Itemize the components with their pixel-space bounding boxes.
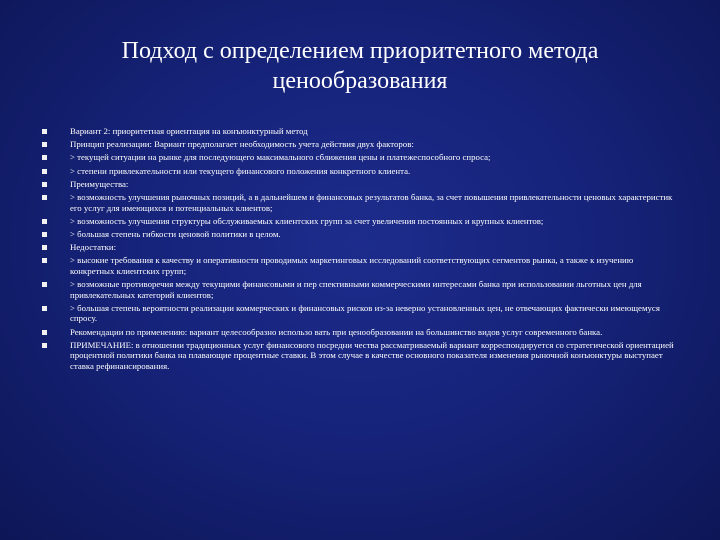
bullet-item [40,139,676,150]
bullet-text: > высокие требования к качеству и оперативности проводимых маркетинговых исследований соответствующих сегментов рынка, а также к изучению конкретных клиентских групп; [70,255,634,276]
bullet-item [40,340,676,372]
bullet-list [40,126,676,374]
bullet-text: Принцип реализации: Вариант предполагает необходимость учета действия двух факторов: [70,139,414,150]
bullet-item [40,242,676,253]
square-bullet-icon [42,330,47,335]
bullet-item [40,279,676,300]
square-bullet-icon [42,245,47,250]
bullet-text: > возможность улучшения рыночных позиций, а в дальнейшем и финансовых результатов банка, за счет повышения привлекательности ценовых характеристик его услуг для имеющихся и потенциальных клиентов; [70,191,673,213]
bullet-item [40,179,676,190]
bullet-text: Недостатки: [70,242,117,253]
bullet-text: > большая степень вероятности реализации коммерческих и финансовых рисков из-за неверно установленных цен, не отвечающих фактически имеющемуся спросу. [70,302,660,324]
square-bullet-icon [42,129,47,134]
slide-title [40,36,680,96]
bullet-text: > возможность улучшения структуры обслуживаемых клиентских групп за счет увеличения постоянных и крупных клиентов; [70,215,544,226]
bullet-text: Вариант 2: приоритетная ориентация на конъюнктурный метод [70,126,308,136]
bullet-text: > степени привлекательности или текущего финансового положения конкретного клиента. [70,165,411,176]
square-bullet-icon [42,142,47,147]
bullet-item [40,166,676,177]
bullet-item [40,216,676,227]
square-bullet-icon [42,195,47,200]
square-bullet-icon [42,282,47,287]
bullet-item [40,303,676,324]
square-bullet-icon [42,258,47,263]
bullet-text: Рекомендации по применению: вариант целесообразно использо вать при ценообразовании на большинство видов услуг современного банка. [70,326,603,337]
bullet-text: > большая степень гибкости ценовой политики в целом. [70,228,281,239]
square-bullet-icon [42,155,47,160]
bullet-text: ПРИМЕЧАНИЕ: в отношении традиционных услуг финансового посредни чества рассматриваемый вариант корреспондируется со стратегической ориентацией процентной политики банка на плавающие процентные ставки. В этом случае в качестве основного показателя изменения рыночной конъюнктуры выступает ставка рефинансирования. [70,339,674,371]
slide-title-line-1: Подход с определением приоритетного метода [121,38,599,64]
bullet-item [40,229,676,240]
square-bullet-icon [42,232,47,237]
square-bullet-icon [42,182,47,187]
square-bullet-icon [42,343,47,348]
square-bullet-icon [42,219,47,224]
bullet-text: > возможные противоречия между текущими финансовыми и пер спективными коммерческими интересами банка при использовании льготных цен для привлекательных категорий клиентов; [70,279,642,300]
bullet-item [40,152,676,163]
bullet-item [40,327,676,338]
square-bullet-icon [42,169,47,174]
slide-title-line-2: ценообразования [272,68,448,94]
square-bullet-icon [42,306,47,311]
bullet-text: Преимущества: [70,178,129,189]
bullet-text: > текущей ситуации на рынке для последующего максимального сближения цены и платежеспособного спроса; [70,152,491,163]
bullet-item [40,192,676,213]
bullet-item [40,255,676,276]
bullet-item [40,126,676,137]
